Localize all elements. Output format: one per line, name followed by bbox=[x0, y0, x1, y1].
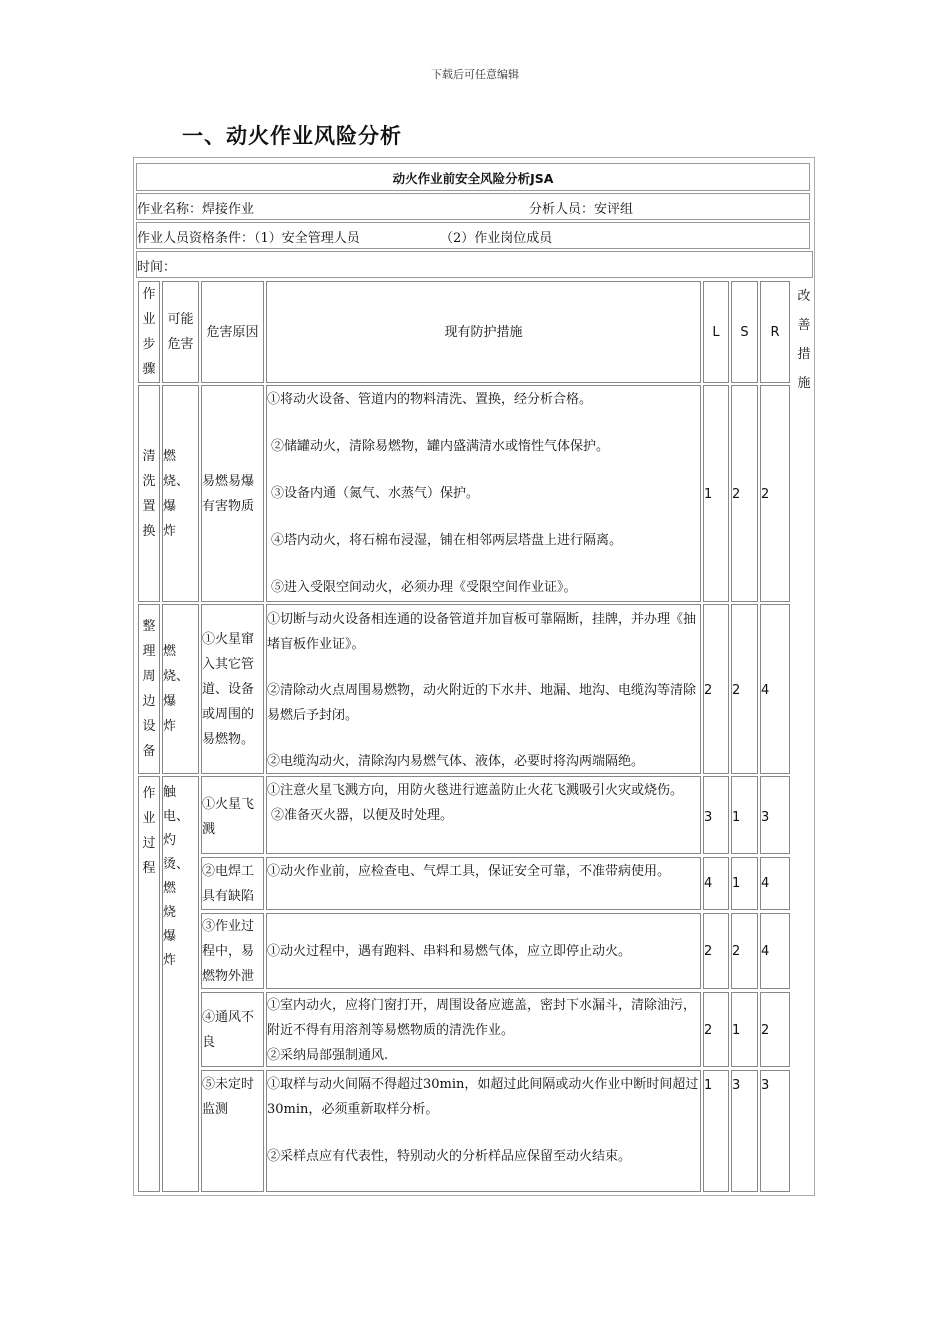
row1-S bbox=[731, 385, 758, 602]
row1-measure-3: ③设备内通（氮气、水蒸气）保护。 bbox=[271, 486, 480, 501]
row3-sub2-R bbox=[760, 857, 790, 910]
row3-sub2-S-value: 1 bbox=[732, 876, 741, 891]
row3-sub3-measure-1: ①动火过程中，遇有跑料、串料和易燃气体，应立即停止动火。 bbox=[267, 943, 632, 959]
row3-sub4-measures bbox=[266, 992, 701, 1067]
work-name: 作业名称：焊接作业 bbox=[137, 202, 255, 217]
col-header-L-text: L bbox=[712, 324, 720, 340]
row3-sub2-measures bbox=[266, 857, 701, 910]
row1-R bbox=[760, 385, 790, 602]
row2-cause bbox=[201, 604, 264, 774]
row2-R-value: 4 bbox=[761, 683, 770, 698]
row3-sub4-R-value: 2 bbox=[761, 1023, 770, 1038]
row3-sub4-S-value: 1 bbox=[732, 1023, 741, 1038]
analyst: 分析人员：安评组 bbox=[529, 202, 634, 217]
row3-sub3-cause bbox=[201, 913, 264, 989]
row3-sub1-cause-text: ①火星飞溅 bbox=[202, 797, 255, 837]
row1-measures bbox=[266, 385, 701, 602]
row3-sub5-S-value: 3 bbox=[732, 1078, 741, 1093]
row3-sub4-measure-2: ②采纳局部强制通风. bbox=[267, 1048, 389, 1063]
row2-step-text: 整理周边设备 bbox=[142, 619, 156, 759]
row3-sub1-measure-2: ②准备灭火器，以便及时处理。 bbox=[271, 808, 454, 823]
row1-measure-1: ①将动火设备、管道内的物料清洗、置换，经分析合格。 bbox=[267, 392, 593, 407]
row3-sub4-L bbox=[703, 992, 729, 1067]
table-title-bar bbox=[136, 163, 810, 191]
row3-sub3-measures bbox=[266, 913, 701, 989]
row1-measure-5: ⑤进入受限空间动火，必须办理《受限空间作业证》。 bbox=[271, 580, 577, 595]
row3-sub3-L bbox=[703, 913, 729, 989]
qualification-1: 作业人员资格条件：（1）安全管理人员 bbox=[137, 231, 360, 246]
row1-step-text: 清洗置换 bbox=[142, 448, 156, 539]
row1-R-value: 2 bbox=[761, 487, 770, 502]
row3-sub4-measure-1: ①室内动火，应将门窗打开，周围设备应遮盖，密封下水漏斗，清除油污，附近不得有用溶剂等易燃物质的清洗作业。 bbox=[267, 998, 697, 1038]
row2-hazard-text: 燃烧、爆炸 bbox=[163, 644, 190, 734]
row3-sub2-cause bbox=[201, 857, 264, 910]
col-header-R bbox=[760, 281, 790, 383]
row3-sub5-L-value: 1 bbox=[704, 1078, 713, 1093]
col-header-hazard bbox=[162, 281, 199, 383]
row2-R bbox=[760, 604, 790, 774]
col-header-improve bbox=[792, 281, 812, 391]
header-note: 下载后可任意编辑 bbox=[431, 68, 519, 81]
col-header-step bbox=[138, 281, 160, 383]
row3-sub2-L bbox=[703, 857, 729, 910]
row3-sub2-L-value: 4 bbox=[704, 876, 713, 891]
row3-sub4-cause bbox=[201, 992, 264, 1067]
qualification-bar bbox=[136, 222, 810, 249]
row2-measure-2: ②清除动火点周围易燃物，动火附近的下水井、地漏、地沟、电缆沟等清除易燃后予封闭。 bbox=[267, 683, 697, 723]
row3-sub5-cause bbox=[201, 1070, 264, 1192]
row2-S bbox=[731, 604, 758, 774]
row3-sub5-measure-2: ②采样点应有代表性，特别动火的分析样品应保留至动火结束。 bbox=[267, 1149, 632, 1164]
row3-sub3-R-value: 4 bbox=[761, 944, 770, 959]
row3-sub2-cause-text: ②电焊工具有缺陷 bbox=[202, 864, 255, 904]
row3-sub2-R-value: 4 bbox=[761, 876, 770, 891]
time-bar bbox=[136, 251, 813, 278]
col-header-L bbox=[703, 281, 729, 383]
row3-sub2-S bbox=[731, 857, 758, 910]
row1-L bbox=[703, 385, 729, 602]
row3-sub5-cause-text: ⑤未定时监测 bbox=[202, 1077, 255, 1117]
work-info-bar bbox=[136, 193, 810, 220]
row1-hazard-text: 燃烧、爆炸 bbox=[163, 448, 190, 539]
row3-step bbox=[138, 776, 160, 1192]
row3-sub3-cause-text: ③作业过程中，易燃物外泄 bbox=[202, 919, 255, 984]
row3-sub5-S bbox=[731, 1070, 758, 1192]
col-header-step-text: 作业步骤 bbox=[142, 287, 156, 377]
row2-S-value: 2 bbox=[732, 683, 741, 698]
row3-sub5-R bbox=[760, 1070, 790, 1192]
row3-sub3-R bbox=[760, 913, 790, 989]
row1-step bbox=[138, 385, 160, 602]
col-header-S bbox=[731, 281, 758, 383]
row3-sub3-S-value: 2 bbox=[732, 944, 741, 959]
row3-sub2-measure-1: ①动火作业前，应检查电、气焊工具，保证安全可靠，不准带病使用。 bbox=[267, 864, 671, 879]
row3-sub1-cause bbox=[201, 776, 264, 854]
row2-measure-3: ②电缆沟动火，清除沟内易燃气体、液体，必要时将沟两端隔绝。 bbox=[267, 754, 645, 769]
row3-sub5-R-value: 3 bbox=[761, 1078, 770, 1093]
row3-sub1-measure-1: ①注意火星飞溅方向，用防火毯进行遮盖防止火花飞溅吸引火灾或烧伤。 bbox=[267, 783, 684, 798]
col-header-S-text: S bbox=[740, 324, 749, 340]
row3-hazard-text: 触电、灼烫、燃烧爆炸 bbox=[163, 785, 190, 968]
col-header-cause bbox=[201, 281, 264, 383]
row2-cause-text: ①火星窜入其它管道、设备或周围的易燃物。 bbox=[202, 631, 255, 747]
row1-measure-4: ④塔内动火，将石棉布浸湿，铺在相邻两层塔盘上进行隔离。 bbox=[271, 533, 623, 548]
col-header-improve-text: 改善措施 bbox=[797, 289, 811, 391]
row3-sub1-L bbox=[703, 776, 729, 854]
row2-step bbox=[138, 604, 160, 774]
row2-L-value: 2 bbox=[704, 683, 713, 698]
row1-cause bbox=[201, 385, 264, 602]
col-header-hazard-text: 可能危害 bbox=[167, 312, 194, 352]
col-header-R-text: R bbox=[770, 324, 780, 340]
row2-measures bbox=[266, 604, 701, 774]
row1-L-value: 1 bbox=[704, 487, 713, 502]
row3-sub5-L bbox=[703, 1070, 729, 1192]
row1-cause-text: 易燃易爆有害物质 bbox=[202, 473, 255, 514]
row3-sub4-S bbox=[731, 992, 758, 1067]
time-label: 时间： bbox=[137, 260, 177, 275]
row3-sub5-measures bbox=[266, 1070, 701, 1192]
row1-measure-2: ②储罐动火，清除易燃物，罐内盛满清水或惰性气体保护。 bbox=[271, 439, 610, 454]
col-header-measures bbox=[266, 281, 701, 383]
row3-sub3-S bbox=[731, 913, 758, 989]
row2-L bbox=[703, 604, 729, 774]
row3-sub3-L-value: 2 bbox=[704, 944, 713, 959]
row2-hazard bbox=[162, 604, 199, 774]
row3-sub4-R bbox=[760, 992, 790, 1067]
row1-S-value: 2 bbox=[732, 487, 741, 502]
qualification-2: （2）作业岗位成员 bbox=[440, 231, 553, 246]
row3-sub5-measure-1: ①取样与动火间隔不得超过30min，如超过此间隔或动火作业中断时间超过30min，必须重新取样分析。 bbox=[267, 1077, 699, 1117]
row1-hazard bbox=[162, 385, 199, 602]
row3-sub1-L-value: 3 bbox=[704, 810, 713, 825]
row3-sub1-S bbox=[731, 776, 758, 854]
row3-step-text: 作业过程 bbox=[142, 786, 156, 876]
row3-sub4-cause-text: ④通风不良 bbox=[202, 1009, 255, 1050]
row3-sub1-measures bbox=[266, 776, 701, 854]
row3-sub1-R-value: 3 bbox=[761, 810, 770, 825]
row3-sub1-R bbox=[760, 776, 790, 854]
row2-measure-1: ①切断与动火设备相连通的设备管道并加盲板可靠隔断，挂牌，并办理《抽堵盲板作业证》。 bbox=[267, 612, 697, 652]
row3-sub4-L-value: 2 bbox=[704, 1023, 713, 1038]
row3-sub1-S-value: 1 bbox=[732, 810, 741, 825]
table-title: 动火作业前安全风险分析JSA bbox=[392, 171, 554, 186]
section-title: 一、动火作业风险分析 bbox=[182, 124, 402, 148]
col-header-cause-text: 危害原因 bbox=[206, 324, 259, 340]
row3-hazard bbox=[162, 776, 199, 1192]
col-header-measures-text: 现有防护措施 bbox=[444, 324, 523, 340]
